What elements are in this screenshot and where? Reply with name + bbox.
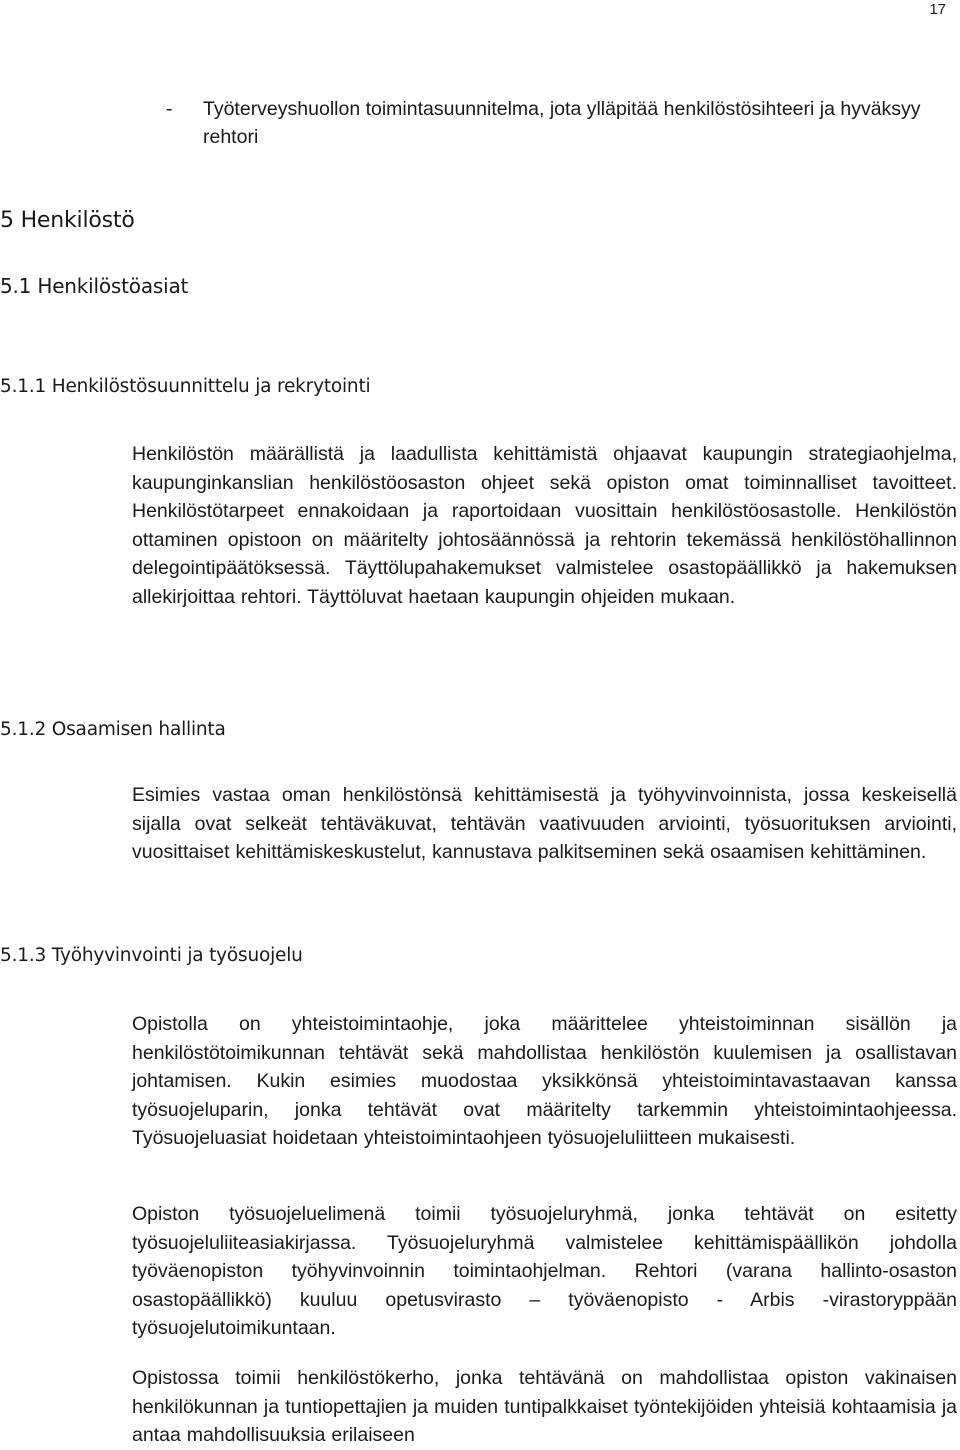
paragraph-yhteistoimintaohje: Opistolla on yhteistoimintaohje, joka määrittelee yhteistoiminnan sisällön ja henkilöstötoimikunnan tehtävät sekä mahdollistaa henkilöstön kuulemisen ja osallistavan johtamisen. Kukin esimies muodostaa yksikkönsä yhteistoimintavastaavan kanssa työsuojeluparin, jonka tehtävät ovat määritelty tarkemmin yhteistoimintaohjeessa. Työsuojeluasiat hoidetaan yhteistoimintaohjeen työsuojeluliitteen mukaisesti. [132, 1013, 957, 1150]
paragraph-osaamisen-hallinta: Esimies vastaa oman henkilöstönsä kehittämisestä ja työhyvinvoinnista, jossa keskeisellä sijalla ovat selkeät tehtäväkuvat, tehtävän vaativuuden arviointi, työsuorituksen arviointi, vuosittaiset kehittämiskeskustelut, kannustava palkitseminen sekä osaamisen kehittäminen. [132, 784, 957, 864]
paragraph-rekrytointi: Henkilöstön määrällistä ja laadullista kehittämistä ohjaavat kaupungin strategiaohjelma, kaupunginkanslian henkilöstöosaston ohjeet sekä opiston omat toiminnalliset tavoitteet. Henkilöstötarpeet ennakoidaan ja raportoidaan vuosittain henkilöstöosastolle. Henkilöstön ottaminen opistoon on määritelty johtosäännössä ja rehtorin tekemässä henkilöstöhallinnon delegointipäätöksessä. Täyttölupahakemukset valmistelee osastopäällikkö ja hakemuksen allekirjoittaa rehtori. Täyttöluvat haetaan kaupungin ohjeiden mukaan. [132, 443, 957, 608]
section-heading-5-1-2: 5.1.2 Osaamisen hallinta [0, 719, 226, 740]
list-item-text: Työterveyshuollon toimintasuunnitelma, jota ylläpitää henkilöstösihteeri ja hyväksyy rehtori [203, 98, 921, 148]
list-bullet: - [166, 98, 173, 120]
list-item [166, 95, 926, 151]
paragraph-tyosuojeluryhma: Opiston työsuojeluelimenä toimii työsuojeluryhmä, jonka tehtävät on esitetty työsuojeluliiteasiakirjassa. Työsuojeluryhmä valmistelee kehittämispäällikön johdolla työväenopiston työhyvinvoinnin toimintaohjelman. Rehtori (varana hallinto-osaston osastopäällikkö) kuuluu opetusvirasto – työväenopisto - Arbis -virastoryppään työsuojelutoimikuntaan. [132, 1203, 957, 1340]
section-heading-5-1-1: 5.1.1 Henkilöstösuunnittelu ja rekrytointi [0, 376, 371, 397]
section-heading-5-1: 5.1 Henkilöstöasiat [0, 274, 189, 298]
section-heading-5-1-3: 5.1.3 Työhyvinvointi ja työsuojelu [0, 945, 303, 966]
section-heading-5: 5 Henkilöstö [0, 208, 135, 233]
paragraph-henkilostokerho: Opistossa toimii henkilöstökerho, jonka tehtävänä on mahdollistaa opiston vakinaisen henkilökunnan ja tuntiopettajien ja muiden tuntipalkkaiset työntekijöiden yhteisiä kohtaamisia ja antaa mahdollisuuksia erilaiseen [132, 1367, 957, 1447]
page-number: 17 [929, 1, 946, 18]
